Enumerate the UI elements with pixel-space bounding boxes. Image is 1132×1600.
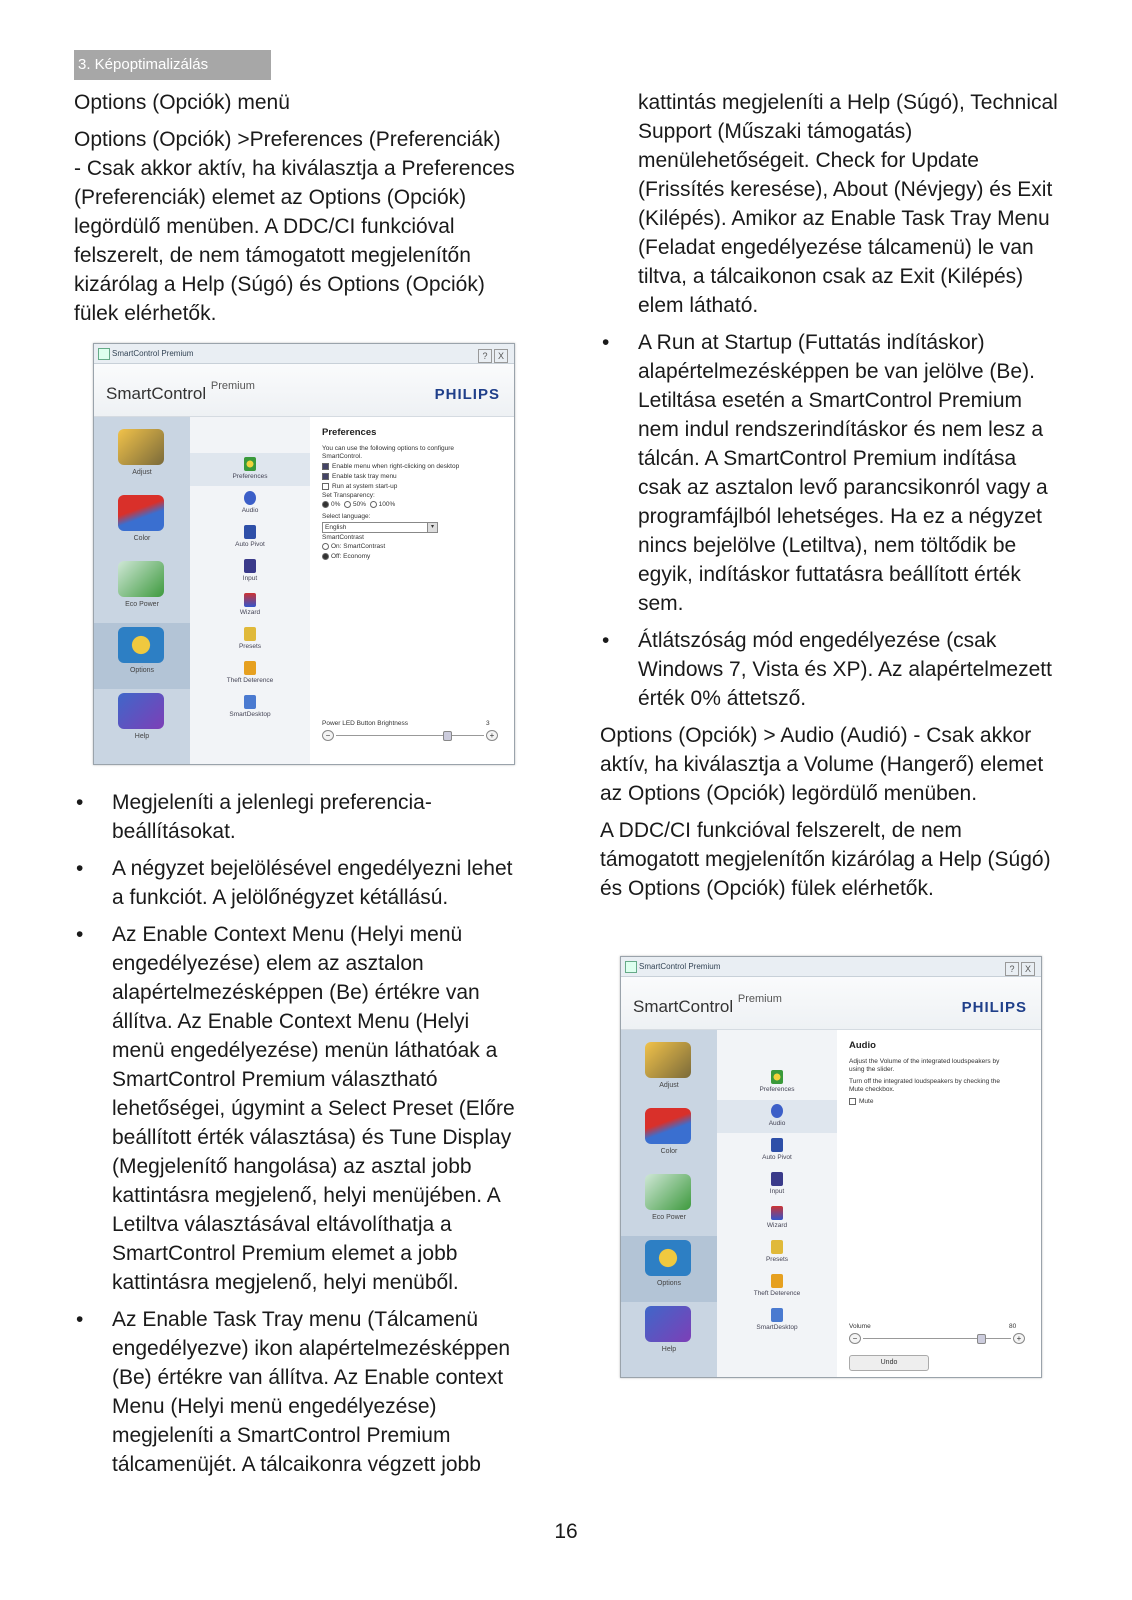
eco-power-icon <box>118 561 164 597</box>
bullet-dot: • <box>76 1308 84 1331</box>
minus-icon[interactable]: − <box>849 1333 861 1344</box>
led-brightness-value: 3 <box>486 720 490 727</box>
smartcontrast-label: SmartContrast <box>322 534 364 541</box>
right-column <box>600 88 1060 911</box>
options-submenu <box>717 1030 837 1377</box>
app-icon <box>98 348 110 360</box>
philips-logo: PHILIPS <box>434 386 500 403</box>
lock-icon <box>244 661 256 675</box>
panel-description: using the slider. <box>849 1066 895 1073</box>
minus-icon[interactable]: − <box>322 730 334 741</box>
speaker-icon <box>771 1104 783 1118</box>
chevron-down-icon: ▾ <box>427 523 437 532</box>
bullet-item: • Az Enable Context Menu (Helyi menü engedélyezése) elem az asztalon alapértelmezésképpen (Be) értékre van állítva. Az Enable Context Menu (Helyi menü engedélyezése) menün láthatóak a SmartControl Premium választható lehetőségei, úgymint a Select Preset (Előre beállított érték választása) és Tune Display (Megjelenítő hangolása) az asztal jobb kattintásra megjelenő, helyi menüjében. A Letiltva választásával eltávolíthatja a SmartControl Premium elemet a jobb kattintásra megjelenő, helyi menüből. <box>74 920 524 1297</box>
panel-description: You can use the following options to configure <box>322 445 455 452</box>
sub-smartdesktop[interactable]: SmartDesktop <box>717 1304 837 1337</box>
nav-help[interactable]: Help <box>621 1302 717 1368</box>
preferences-icon <box>244 457 256 471</box>
checkbox-checked[interactable] <box>322 473 329 480</box>
continued-paragraph: kattintás megjeleníti a Help (Súgó), Technical Support (Műszaki támogatás) menülehetőségeit. Check for Update (Frissítés keresése), About (Névjegy) és Exit (Kilépés). Amikor az Enable Task Tray Menu (Feladat engedélyezése tálcamenü) le van tiltva, a tálcaikonon csak az Exit (Kilépés) elem látható. <box>638 91 1058 317</box>
sub-wizard[interactable]: Wizard <box>190 589 310 622</box>
panel-description: Adjust the Volume of the integrated loudspeakers by <box>849 1058 1000 1065</box>
color-icon <box>118 495 164 531</box>
sub-auto-pivot[interactable]: Auto Pivot <box>717 1134 837 1167</box>
left-column <box>74 88 524 1487</box>
wizard-icon <box>771 1206 783 1220</box>
presets-icon <box>771 1240 783 1254</box>
panel-title: Preferences <box>322 427 377 438</box>
led-brightness-slider[interactable] <box>322 730 498 740</box>
nav-adjust[interactable]: Adjust <box>621 1038 717 1104</box>
input-icon <box>244 559 256 573</box>
intro-paragraph: - Csak akkor aktív, ha kiválasztja a Preferences (Preferenciák) elemet az Options (Opciók) legördülő menüben. A DDC/CI funkcióval felszerelt, de nem támogatott megjelenítőn kizárólag a Help (Súgó) és Options (Opciók) fülek elérhetők. <box>74 157 515 325</box>
color-icon <box>645 1108 691 1144</box>
sub-theft-deterence[interactable]: Theft Deterence <box>190 657 310 690</box>
wizard-icon <box>244 593 256 607</box>
audio-text: - Csak akkor aktív, ha kiválasztja a Volume (Hangerő) elemet az Options (Opciók) legördülő menüben. <box>600 724 1044 805</box>
pivot-icon <box>771 1138 783 1152</box>
sub-input[interactable]: Input <box>717 1168 837 1201</box>
close-button[interactable]: X <box>1021 962 1035 976</box>
sub-preferences[interactable]: Preferences <box>717 1066 837 1099</box>
plus-icon[interactable]: + <box>1013 1333 1025 1344</box>
nav-options[interactable]: Options <box>94 623 190 689</box>
sub-preferences[interactable]: Preferences <box>190 453 310 486</box>
app-icon <box>625 961 637 973</box>
bullet-dot: • <box>602 331 610 354</box>
pivot-icon <box>244 525 256 539</box>
lock-icon <box>771 1274 783 1288</box>
bullet-item: • A Run at Startup (Futtatás indításkor) alapértelmezésképpen be van jelölve (Be). Letiltása esetén a SmartControl Premium nem indul rendszerindításkor és nem lesz a tálcán. A SmartControl Premium indítása csak az asztalon levő parancsikonról vagy a programfájlból lehetséges. Ha ez a négyzet nincs bejelölve (Letiltva), nem töltődik be egyik, indításkor futtatásra beállított érték sem. <box>600 328 1060 618</box>
window-titlebar: SmartControl Premium ? X <box>621 957 1041 977</box>
help-button[interactable]: ? <box>478 349 492 363</box>
sub-heading: Options (Opciók) >Preferences (Preferenciák) <box>74 128 501 151</box>
smartdesktop-icon <box>244 695 256 709</box>
bullet-item: • Átlátszóság mód engedélyezése (csak Windows 7, Vista és XP). Az alapértelmezett érték 0% áttetsző. <box>600 626 1060 713</box>
options-submenu <box>190 417 310 764</box>
smartcontrast-off[interactable]: Off: Economy <box>322 553 370 560</box>
audio-panel <box>839 1030 1041 1377</box>
nav-eco-power[interactable]: Eco Power <box>94 557 190 623</box>
nav-help[interactable]: Help <box>94 689 190 755</box>
help-icon <box>118 693 164 729</box>
radio[interactable] <box>322 553 329 560</box>
panel-description: Mute checkbox. <box>849 1086 895 1093</box>
input-icon <box>771 1172 783 1186</box>
sub-input[interactable]: Input <box>190 555 310 588</box>
led-brightness-label: Power LED Button Brightness <box>322 720 408 727</box>
window-titlebar: SmartControl Premium ? X <box>94 344 514 364</box>
sub-presets[interactable]: Presets <box>190 623 310 656</box>
bullet-dot: • <box>76 857 84 880</box>
preferences-icon <box>771 1070 783 1084</box>
app-header <box>94 364 514 417</box>
audio-note: A DDC/CI funkcióval felszerelt, de nem támogatott megjelenítőn kizárólag a Help (Súgó) és Options (Opciók) fülek elérhetők. <box>600 819 1051 900</box>
radio-50[interactable] <box>344 501 351 508</box>
slider-knob[interactable] <box>443 731 452 741</box>
nav-adjust[interactable]: Adjust <box>94 425 190 491</box>
radio-100[interactable] <box>370 501 377 508</box>
help-icon <box>645 1306 691 1342</box>
options-gear-icon <box>118 627 164 663</box>
bullet-item: • A négyzet bejelölésével engedélyezni lehet a funkciót. A jelölőnégyzet kétállású. <box>74 854 524 912</box>
transparency-options: 0% 50% 100% <box>322 501 395 508</box>
page-number: 16 <box>554 1520 578 1543</box>
nav-options[interactable]: Options <box>621 1236 717 1302</box>
section-heading: Options (Opciók) menü <box>74 91 290 114</box>
main-nav <box>621 1030 717 1377</box>
options-gear-icon <box>645 1240 691 1276</box>
bullet-dot: • <box>76 791 84 814</box>
language-select[interactable]: English ▾ <box>322 522 438 533</box>
eco-power-icon <box>645 1174 691 1210</box>
radio[interactable] <box>322 543 329 550</box>
speaker-icon <box>244 491 256 505</box>
bullet-item: • Az Enable Task Tray menu (Tálcamenü engedélyezve) ikon alapértelmezésképpen (Be) értékre van állítva. Az Enable context Menu (Helyi menü engedélyezése) megjeleníti a SmartControl Premium tálcamenüjét. A tálcaikonra végzett jobb <box>74 1305 524 1479</box>
startup-checkbox[interactable]: Run at system start-up <box>322 483 397 490</box>
smartcontrol-audio-screenshot <box>620 956 1042 1378</box>
radio-0[interactable] <box>322 501 329 508</box>
preferences-panel <box>312 417 514 764</box>
smartcontrast-on[interactable]: On: SmartContrast <box>322 543 385 550</box>
app-brand: SmartControl $^{Premium}$ <box>106 380 255 403</box>
plus-icon[interactable]: + <box>486 730 498 741</box>
bullet-dot: • <box>76 923 84 946</box>
main-nav <box>94 417 190 764</box>
volume-label: Volume <box>849 1323 871 1330</box>
smartdesktop-icon <box>771 1308 783 1322</box>
app-brand: SmartControl $^{Premium}$ <box>633 993 782 1016</box>
sub-wizard[interactable]: Wizard <box>717 1202 837 1235</box>
mute-checkbox[interactable]: Mute <box>849 1098 873 1105</box>
audio-heading: Options (Opciók) > Audio (Audió) <box>600 724 908 747</box>
panel-description: SmartControl. <box>322 453 363 460</box>
philips-logo: PHILIPS <box>961 999 1027 1016</box>
task-tray-checkbox[interactable]: Enable task tray menu <box>322 473 397 480</box>
app-header <box>621 977 1041 1030</box>
sub-smartdesktop[interactable]: SmartDesktop <box>190 691 310 724</box>
adjust-icon <box>118 429 164 465</box>
sub-audio[interactable]: Audio <box>717 1100 837 1133</box>
transparency-label: Set Transparency: <box>322 492 375 499</box>
volume-value: 80 <box>1009 1323 1017 1330</box>
help-button[interactable]: ? <box>1005 962 1019 976</box>
panel-description: Turn off the integrated loudspeakers by checking the <box>849 1078 1001 1085</box>
adjust-icon <box>645 1042 691 1078</box>
checkbox-unchecked[interactable] <box>849 1098 856 1105</box>
sub-audio[interactable]: Audio <box>190 487 310 520</box>
sub-theft-deterence[interactable]: Theft Deterence <box>717 1270 837 1303</box>
audio-paragraph <box>600 721 1060 808</box>
nav-color[interactable]: Color <box>621 1104 717 1170</box>
bullet-dot: • <box>602 629 610 652</box>
nav-eco-power[interactable]: Eco Power <box>621 1170 717 1236</box>
section-tag: 3. Képoptimalizálás <box>74 50 271 80</box>
sub-auto-pivot[interactable]: Auto Pivot <box>190 521 310 554</box>
sub-presets[interactable]: Presets <box>717 1236 837 1269</box>
bullet-item: • Megjeleníti a jelenlegi preferencia-beállításokat. <box>74 788 524 846</box>
close-button[interactable]: X <box>494 349 508 363</box>
slider-knob[interactable] <box>977 1334 986 1344</box>
context-menu-checkbox[interactable]: Enable menu when right-clicking on desktop <box>322 463 459 470</box>
volume-slider[interactable] <box>849 1333 1025 1343</box>
language-label: Select language: <box>322 513 371 520</box>
checkbox-checked[interactable] <box>322 463 329 470</box>
checkbox-unchecked[interactable] <box>322 483 329 490</box>
panel-title: Audio <box>849 1040 876 1051</box>
smartcontrol-preferences-screenshot <box>93 343 515 765</box>
presets-icon <box>244 627 256 641</box>
nav-color[interactable]: Color <box>94 491 190 557</box>
undo-button[interactable]: Undo <box>849 1355 929 1371</box>
